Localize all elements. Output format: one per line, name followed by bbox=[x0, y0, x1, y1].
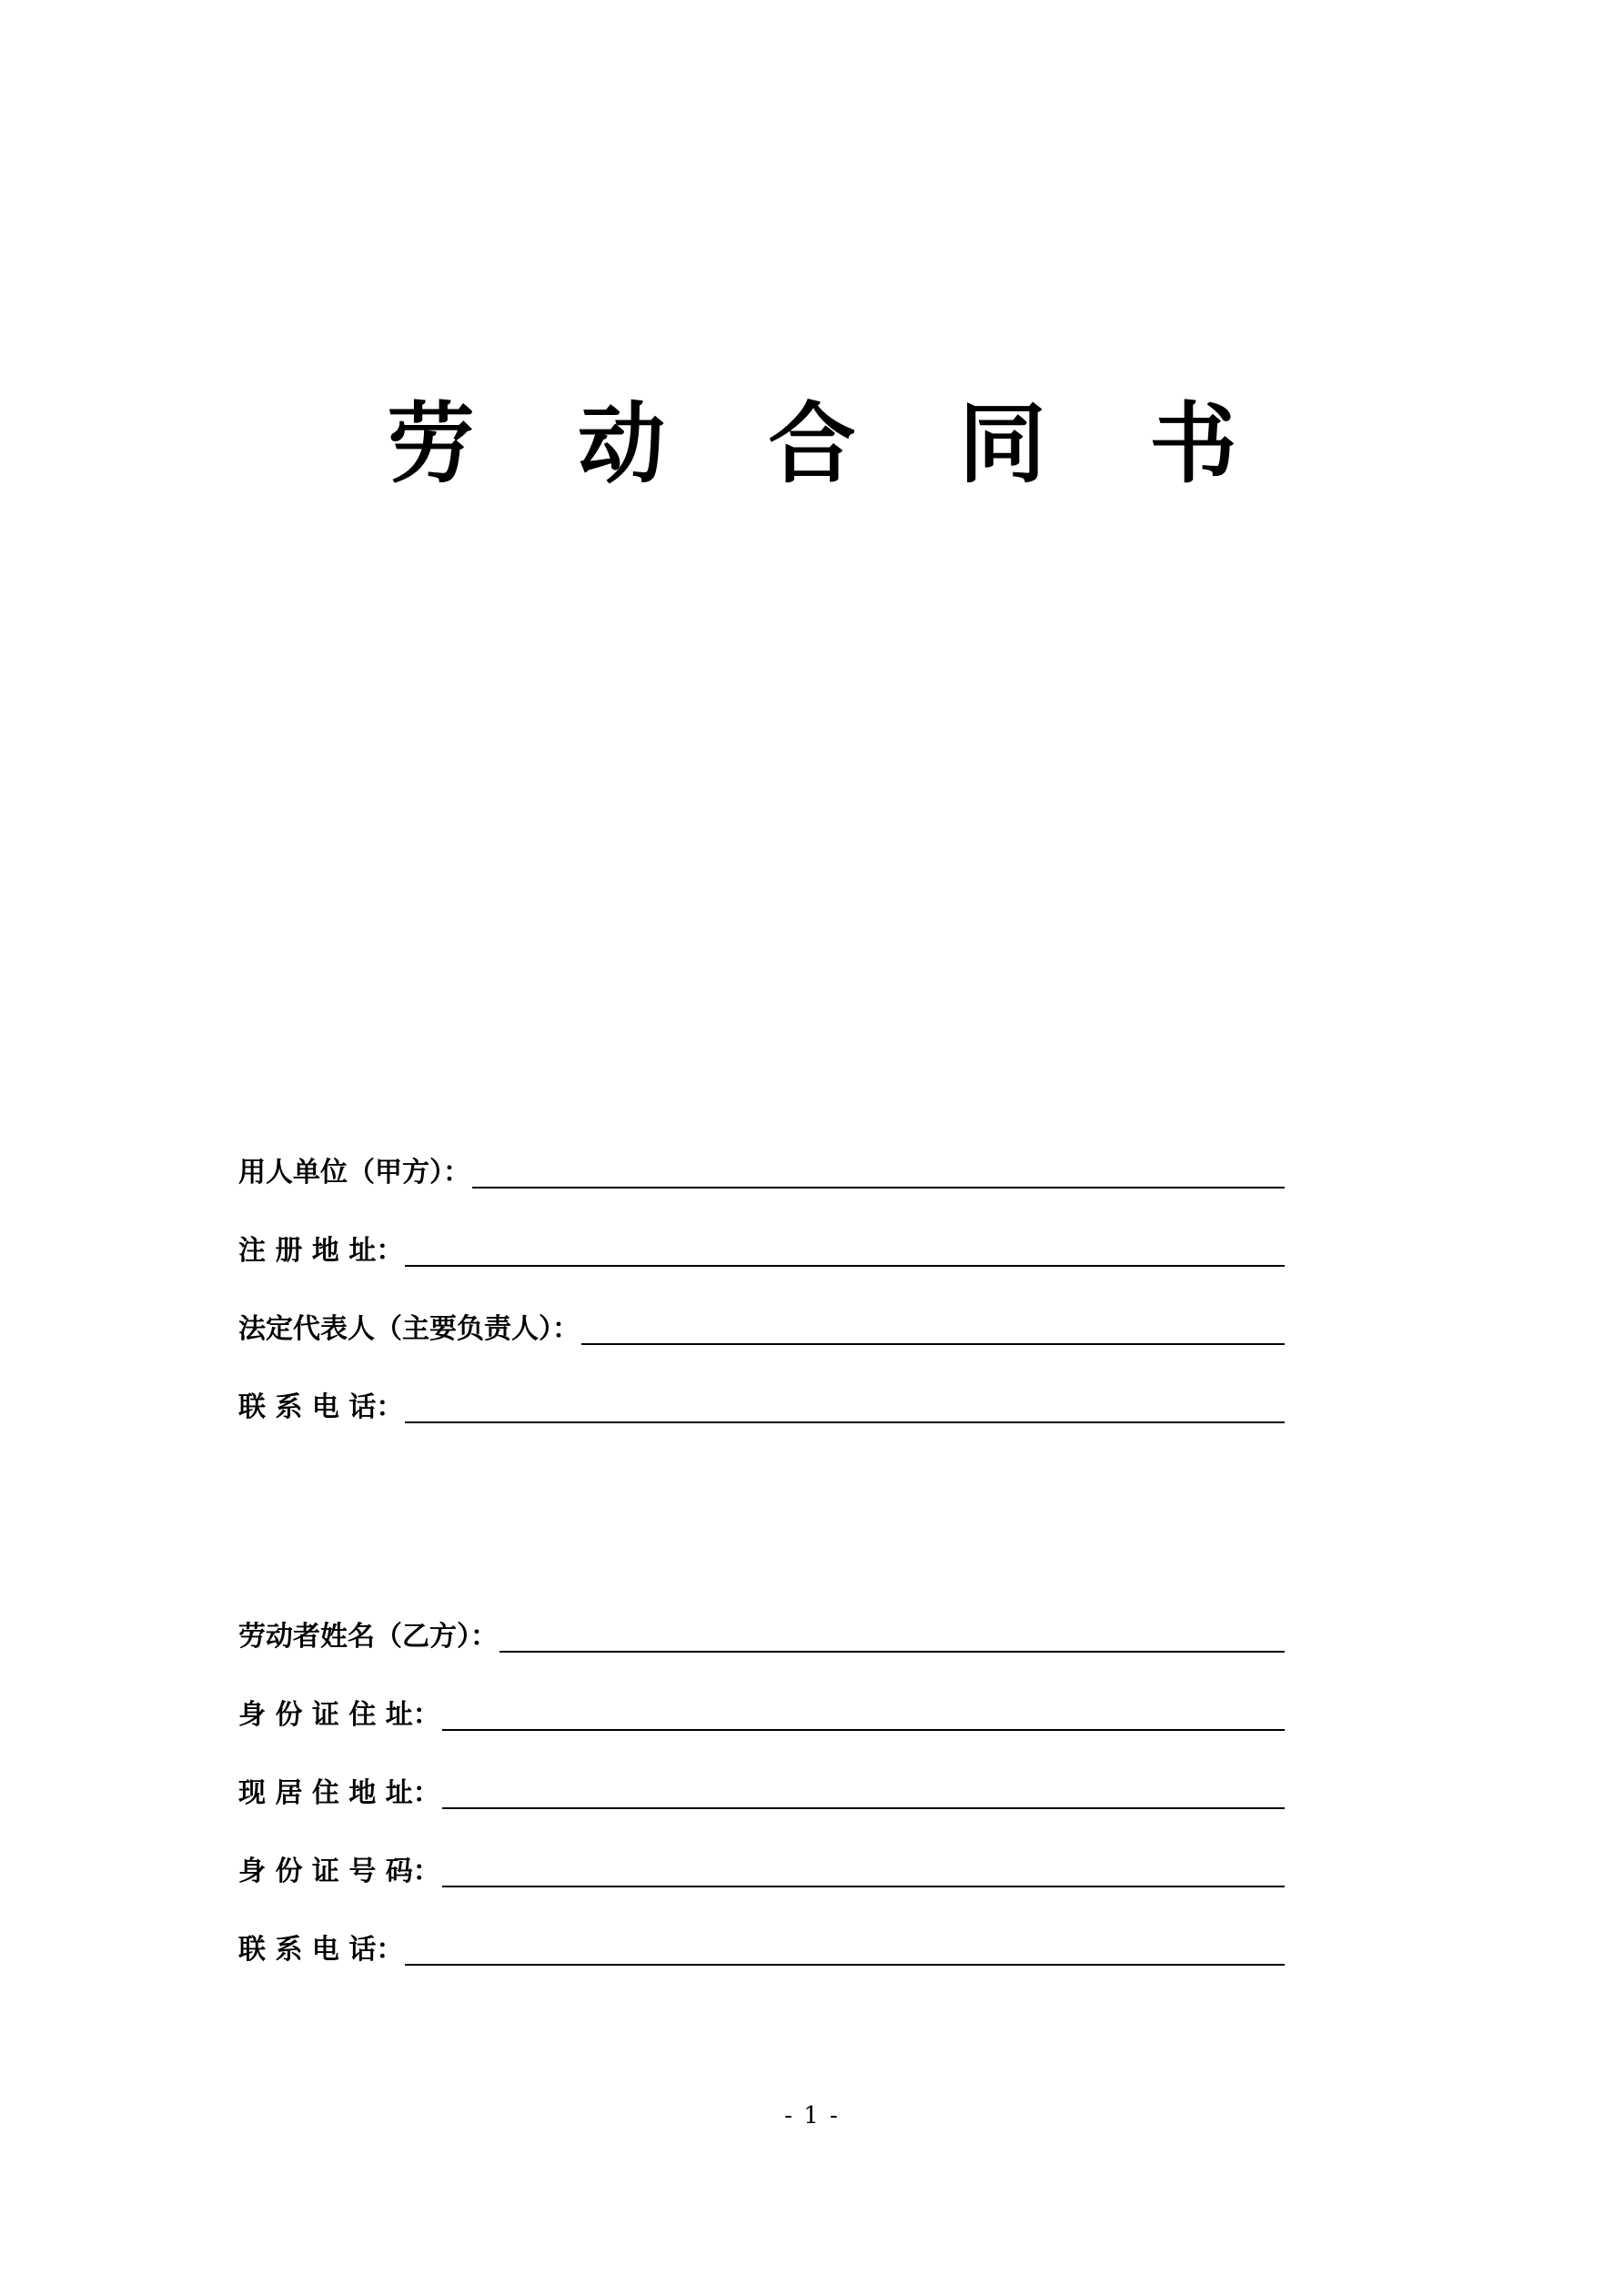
field-label-registered-address: 注 册 地 址： bbox=[238, 1235, 404, 1267]
field-row-id-address bbox=[238, 1662, 1285, 1740]
party-b-field-group bbox=[238, 1583, 1285, 1975]
field-input-employee-phone[interactable] bbox=[405, 1933, 1285, 1966]
page-title: 劳 动 合 同 书 bbox=[387, 392, 1274, 495]
field-row-employer-name bbox=[238, 1119, 1285, 1198]
field-input-legal-representative[interactable] bbox=[581, 1312, 1285, 1345]
field-label-id-address: 身 份 证 住 址： bbox=[238, 1699, 440, 1731]
field-row-employee-phone bbox=[238, 1896, 1285, 1975]
field-row-employee-name bbox=[238, 1583, 1285, 1662]
field-label-employee-phone: 联 系 电 话： bbox=[238, 1934, 404, 1966]
field-row-legal-representative bbox=[238, 1276, 1285, 1354]
field-input-employer-phone[interactable] bbox=[405, 1391, 1285, 1423]
field-label-legal-representative: 法定代表人（主要负责人）： bbox=[238, 1313, 580, 1345]
party-a-field-group bbox=[238, 1119, 1285, 1432]
field-row-current-address bbox=[238, 1740, 1285, 1818]
field-input-current-address[interactable] bbox=[442, 1776, 1285, 1809]
field-input-registered-address[interactable] bbox=[405, 1234, 1285, 1267]
page-number: - 1 - bbox=[784, 2102, 840, 2129]
field-input-employee-name[interactable] bbox=[499, 1620, 1285, 1653]
field-input-id-address[interactable] bbox=[442, 1698, 1285, 1731]
field-row-employer-phone bbox=[238, 1354, 1285, 1432]
field-input-id-number[interactable] bbox=[442, 1855, 1285, 1887]
field-label-employer-name: 用人单位（甲方）： bbox=[238, 1157, 470, 1188]
field-row-registered-address bbox=[238, 1198, 1285, 1276]
field-label-id-number: 身 份 证 号 码： bbox=[238, 1856, 440, 1887]
field-label-current-address: 现 居 住 地 址： bbox=[238, 1777, 440, 1809]
field-label-employer-phone: 联 系 电 话： bbox=[238, 1391, 404, 1423]
field-input-employer-name[interactable] bbox=[472, 1156, 1285, 1188]
field-label-employee-name: 劳动者姓名（乙方）： bbox=[238, 1621, 498, 1653]
field-row-id-number bbox=[238, 1818, 1285, 1896]
